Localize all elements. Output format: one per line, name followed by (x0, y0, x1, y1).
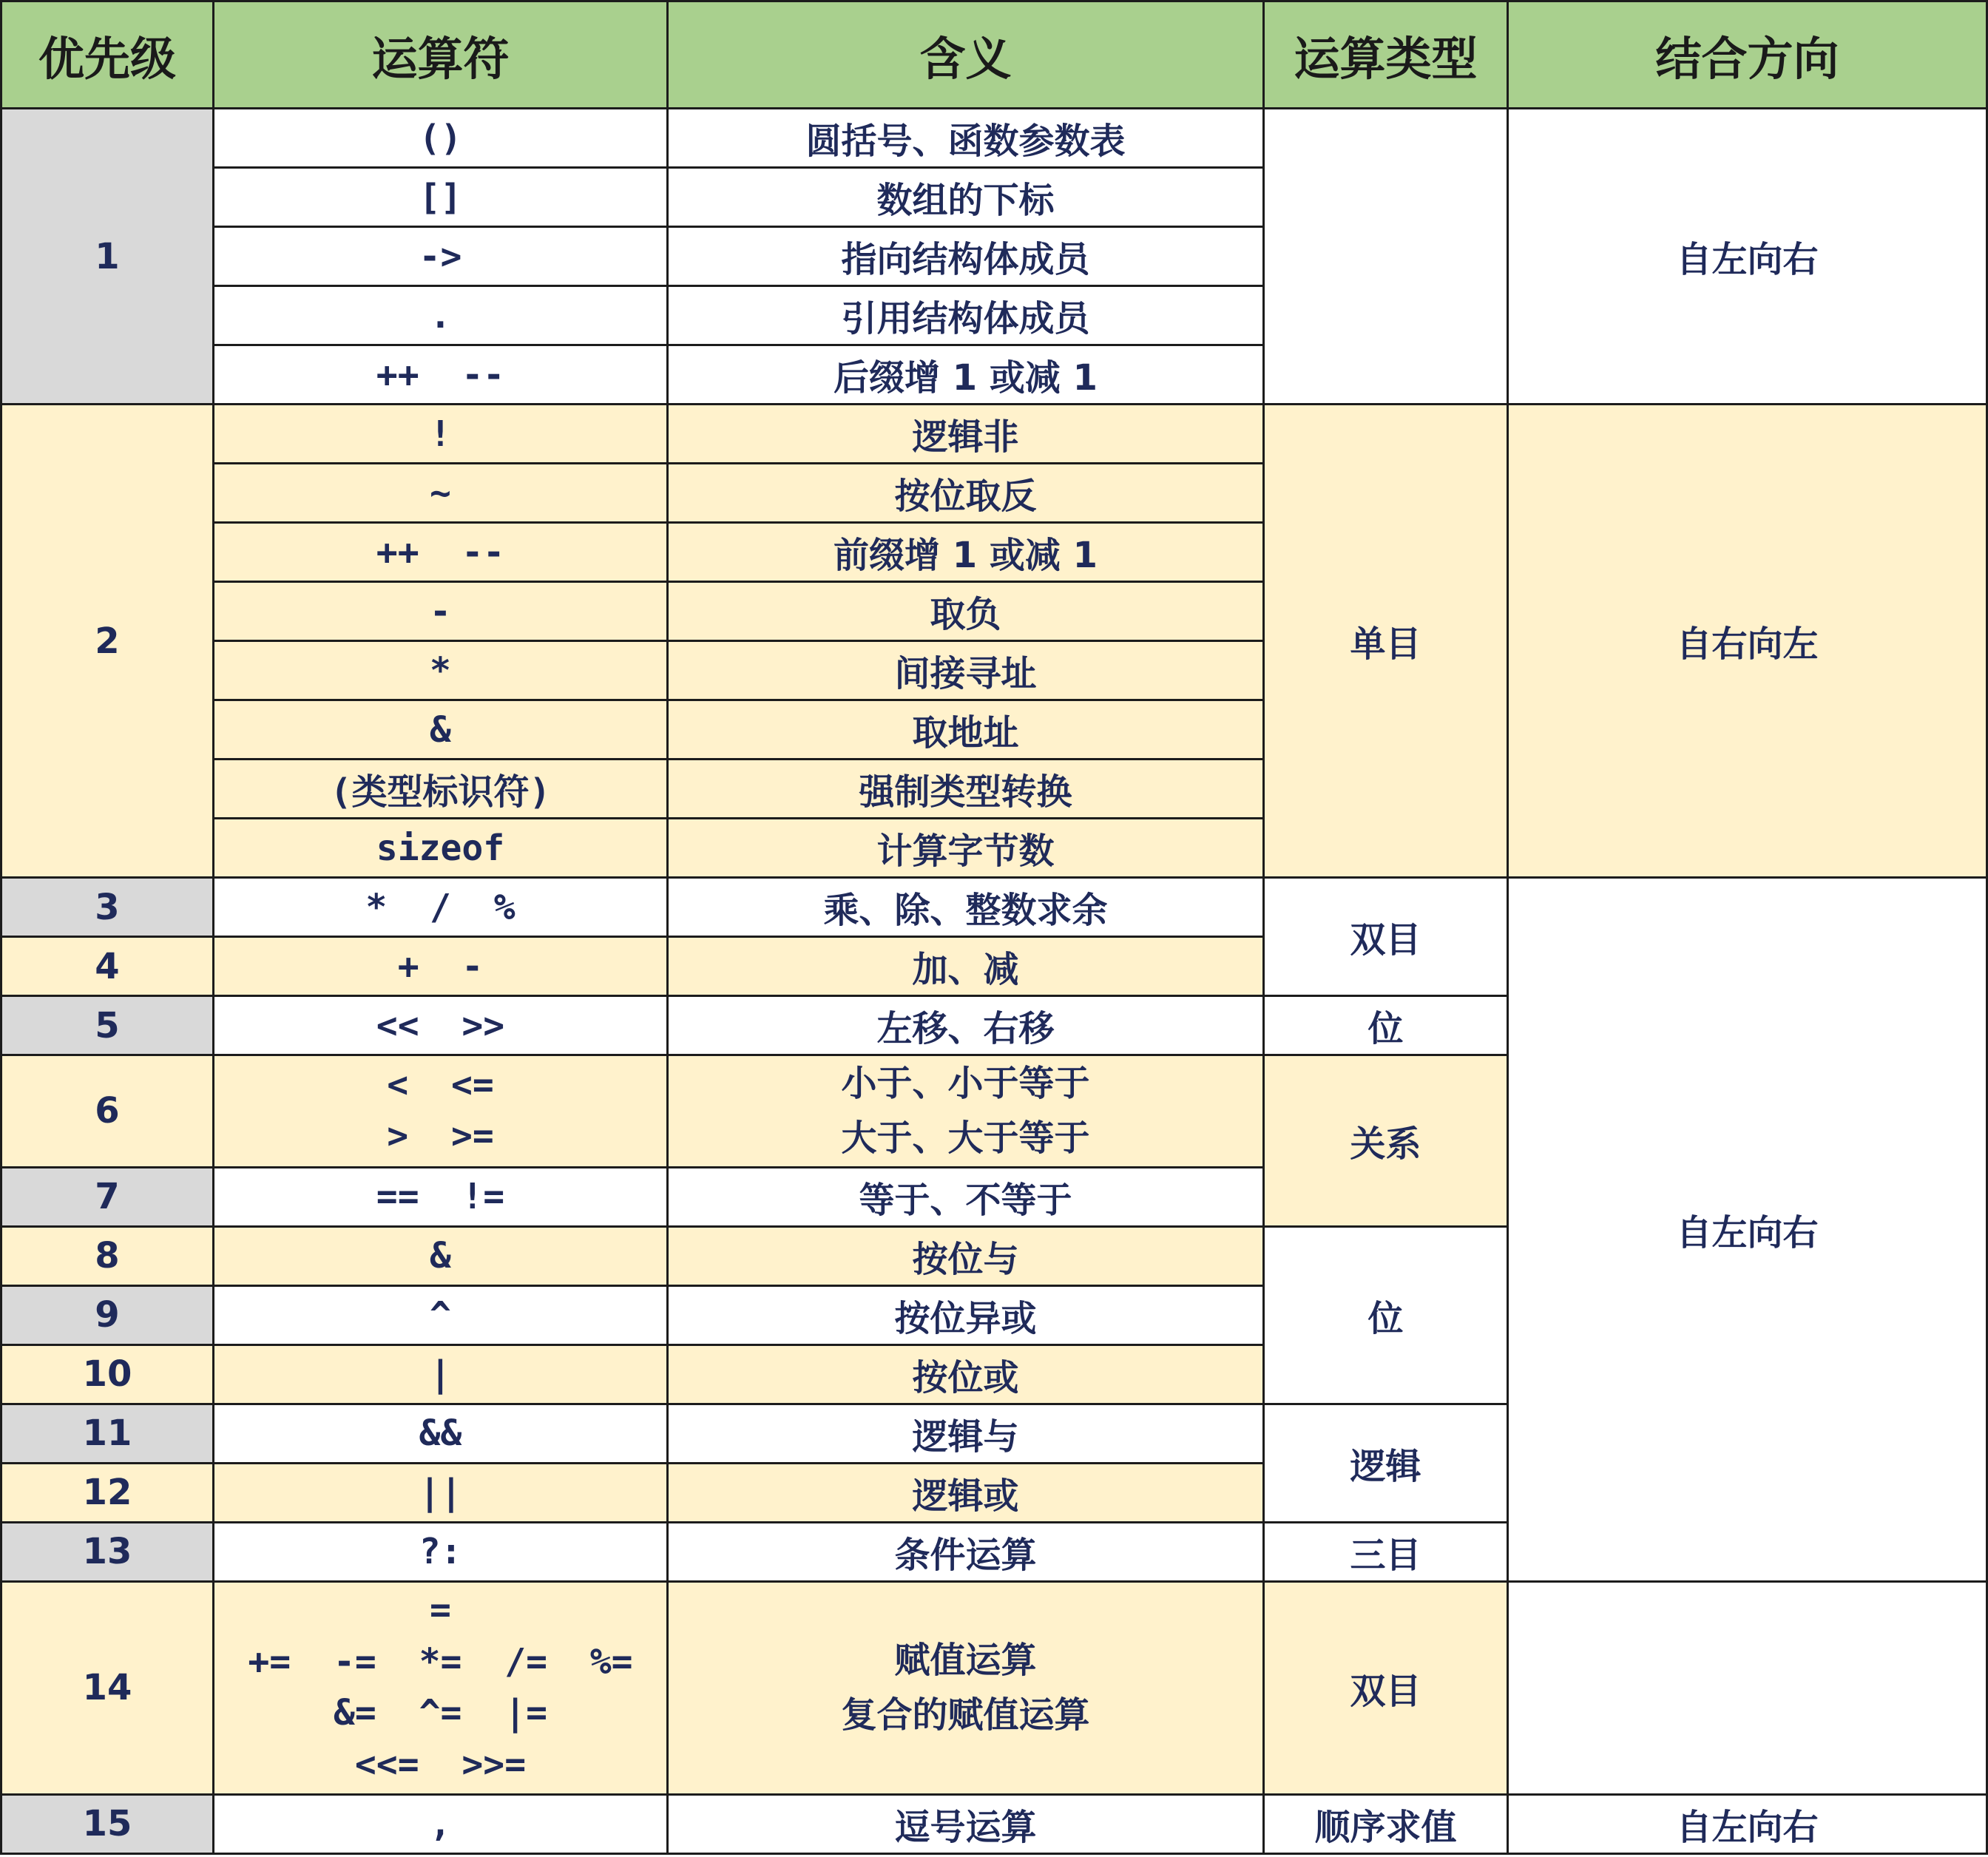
meaning-cell: 左移、右移 (668, 996, 1264, 1055)
table-row (1, 405, 1987, 464)
priority-cell: 10 (1, 1344, 214, 1404)
meaning-cell: 数组的下标 (668, 168, 1264, 227)
operator-line: < <= (387, 1063, 494, 1106)
meaning-cell: 指向结构体成员 (668, 227, 1264, 286)
meaning-cell (668, 1055, 1264, 1168)
operator-cell: || (214, 1463, 668, 1522)
meaning-cell: 按位或 (668, 1344, 1264, 1404)
op-type-cell: 位 (1264, 1226, 1508, 1404)
table-row (1, 878, 1987, 937)
meaning-cell: 后缀增 1 或减 1 (668, 345, 1264, 405)
meaning-cell: 按位异或 (668, 1285, 1264, 1344)
header-priority: 优先级 (1, 1, 214, 109)
meaning-cell: 等于、不等于 (668, 1167, 1264, 1226)
table-row (1, 1794, 1987, 1853)
operator-cell: && (214, 1404, 668, 1463)
operator-cell: , (214, 1794, 668, 1853)
meaning-cell: 引用结构体成员 (668, 286, 1264, 345)
operator-cell: . (214, 286, 668, 345)
meaning-line: 赋值运算 (894, 1639, 1037, 1681)
operator-cell: (类型标识符) (214, 760, 668, 819)
op-type-cell: 顺序求值 (1264, 1794, 1508, 1853)
table-row (1, 1581, 1987, 1794)
meaning-cell: 逻辑或 (668, 1463, 1264, 1522)
priority-cell: 6 (1, 1055, 214, 1168)
operator-cell: ^ (214, 1285, 668, 1344)
op-type-cell: 双目 (1264, 878, 1508, 996)
operator-cell: == != (214, 1167, 668, 1226)
operator-cell: & (214, 700, 668, 760)
operator-line: > >= (387, 1115, 494, 1157)
operator-cell: ++ -- (214, 523, 668, 582)
meaning-cell: 计算字节数 (668, 819, 1264, 878)
operator-cell: ?: (214, 1522, 668, 1581)
meaning-cell: 逻辑与 (668, 1404, 1264, 1463)
meaning-cell: 逗号运算 (668, 1794, 1264, 1853)
header-meaning: 含义 (668, 1, 1264, 109)
operator-line: <<= >>= (354, 1743, 527, 1785)
op-type-cell: 关系 (1264, 1055, 1508, 1227)
header-op-type: 运算类型 (1264, 1, 1508, 109)
priority-cell: 13 (1, 1522, 214, 1581)
meaning-cell: 间接寻址 (668, 641, 1264, 700)
header-operator: 运算符 (214, 1, 668, 109)
meaning-cell: 取负 (668, 582, 1264, 641)
meaning-cell: 加、减 (668, 937, 1264, 996)
operator-cell (214, 1055, 668, 1168)
meaning-line: 复合的赋值运算 (841, 1694, 1090, 1736)
priority-cell: 9 (1, 1285, 214, 1344)
associativity-cell: 自左向右 (1508, 878, 1987, 1582)
operator-cell: -> (214, 227, 668, 286)
priority-cell: 2 (1, 405, 214, 878)
meaning-cell: 强制类型转换 (668, 760, 1264, 819)
table-row (1, 109, 1987, 168)
operator-cell: ! (214, 405, 668, 464)
associativity-cell: 自左向右 (1508, 1794, 1987, 1853)
operator-cell: + - (214, 937, 668, 996)
meaning-cell: 前缀增 1 或减 1 (668, 523, 1264, 582)
operator-line: = (430, 1589, 451, 1631)
op-type-cell: 逻辑 (1264, 1404, 1508, 1522)
meaning-cell: 按位与 (668, 1226, 1264, 1285)
operator-cell (214, 1581, 668, 1794)
operator-cell: << >> (214, 996, 668, 1055)
operator-cell: - (214, 582, 668, 641)
meaning-cell: 圆括号、函数参数表 (668, 109, 1264, 168)
associativity-cell: 自左向右 (1508, 109, 1987, 405)
op-type-cell (1264, 109, 1508, 405)
priority-cell: 7 (1, 1167, 214, 1226)
operator-line: += -= *= /= %= (248, 1640, 633, 1682)
meaning-cell: 取地址 (668, 700, 1264, 760)
priority-cell: 1 (1, 109, 214, 405)
meaning-cell: 按位取反 (668, 464, 1264, 523)
meaning-line: 大于、大于等于 (841, 1117, 1090, 1160)
operator-cell: sizeof (214, 819, 668, 878)
header-row (1, 1, 1987, 109)
meaning-cell: 逻辑非 (668, 405, 1264, 464)
operator-cell: () (214, 109, 668, 168)
operator-cell: | (214, 1344, 668, 1404)
operator-cell: [] (214, 168, 668, 227)
operator-cell: ++ -- (214, 345, 668, 405)
operator-cell: * (214, 641, 668, 700)
priority-cell: 15 (1, 1794, 214, 1853)
priority-cell: 11 (1, 1404, 214, 1463)
priority-cell: 5 (1, 996, 214, 1055)
op-type-cell: 双目 (1264, 1581, 1508, 1794)
operator-cell: ~ (214, 464, 668, 523)
associativity-cell: 自右向左 (1508, 405, 1987, 878)
header-associativity: 结合方向 (1508, 1, 1987, 109)
operator-cell: * / % (214, 878, 668, 937)
priority-cell: 3 (1, 878, 214, 937)
priority-cell: 4 (1, 937, 214, 996)
meaning-cell: 乘、除、整数求余 (668, 878, 1264, 937)
priority-cell: 8 (1, 1226, 214, 1285)
priority-cell: 12 (1, 1463, 214, 1522)
op-type-cell: 单目 (1264, 405, 1508, 878)
operator-line: &= ^= |= (334, 1692, 547, 1734)
op-type-cell: 位 (1264, 996, 1508, 1055)
priority-cell: 14 (1, 1581, 214, 1794)
meaning-cell: 条件运算 (668, 1522, 1264, 1581)
meaning-line: 小于、小于等于 (841, 1063, 1090, 1104)
meaning-cell (668, 1581, 1264, 1794)
op-type-cell: 三目 (1264, 1522, 1508, 1581)
operator-cell: & (214, 1226, 668, 1285)
